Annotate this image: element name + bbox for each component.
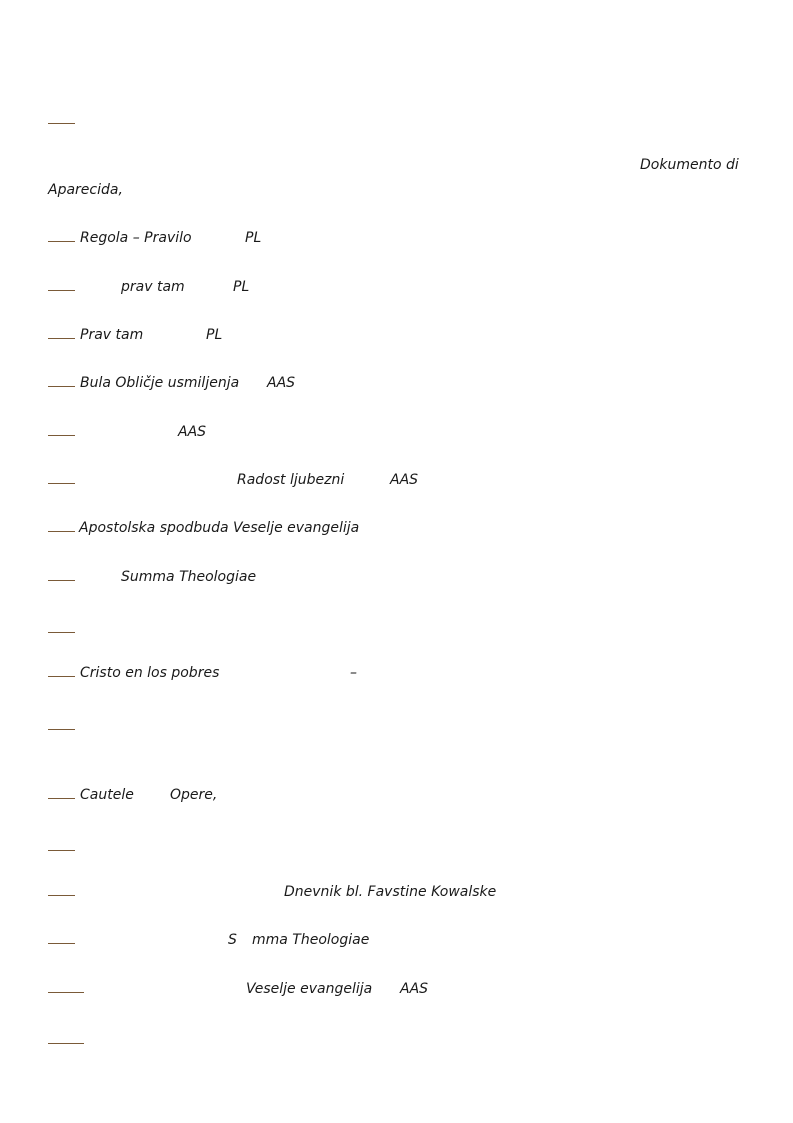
- footnote-text: PL: [233, 279, 250, 295]
- footnote-rule: [48, 943, 75, 944]
- footnote-rule: [48, 241, 75, 242]
- footnote-rule: [48, 338, 75, 339]
- footnote-rule: [48, 483, 75, 484]
- footnote-text: prav tam: [121, 279, 185, 295]
- footnote-rule: [48, 386, 75, 387]
- footnote-2: [48, 156, 748, 200]
- footnote-text: mma Theologiae: [252, 932, 370, 948]
- footnote-text: Veselje evangelija: [246, 981, 373, 997]
- footnote-text: AAS: [267, 375, 296, 391]
- footnote-rule: [48, 435, 75, 436]
- footnote-rule: [48, 676, 75, 677]
- footnote-text: Aparecida,: [48, 182, 123, 198]
- footnote-rule: [48, 729, 75, 730]
- footnote-text: Cautele: [80, 787, 134, 803]
- footnote-rule: [48, 798, 75, 799]
- footnote-rule: [48, 895, 75, 896]
- footnote-text: Opere,: [170, 787, 218, 803]
- footnote-rule: [48, 580, 75, 581]
- footnote-text: –: [350, 665, 357, 681]
- footnote-text: Cristo en los pobres: [80, 665, 220, 681]
- footnote-text: Bula Obličje usmiljenja: [80, 375, 240, 391]
- footnote-text: S: [228, 932, 237, 948]
- footnote-text: Radost ljubezni: [237, 472, 345, 488]
- footnote-rule: [48, 1043, 84, 1044]
- footnote-text: Dnevnik bl. Favstine Kowalske: [284, 884, 497, 900]
- footnote-rule: [48, 123, 75, 124]
- footnote-text: Prav tam: [80, 327, 144, 343]
- footnote-text: PL: [245, 230, 262, 246]
- footnote-rule: [48, 531, 75, 532]
- footnote-text: PL: [206, 327, 223, 343]
- footnote-rule: [48, 632, 75, 633]
- footnote-rule: [48, 290, 75, 291]
- footnote-text: AAS: [178, 424, 207, 440]
- footnote-text: AAS: [400, 981, 429, 997]
- footnote-rule: [48, 992, 84, 993]
- footnote-rule: [48, 850, 75, 851]
- footnote-text: Dokumento di: [640, 157, 739, 173]
- footnote-text: Regola – Pravilo: [80, 230, 192, 246]
- footnote-text: Apostolska spodbuda Veselje evangelija: [79, 520, 360, 536]
- footnote-text: AAS: [390, 472, 419, 488]
- footnote-text: Summa Theologiae: [121, 569, 257, 585]
